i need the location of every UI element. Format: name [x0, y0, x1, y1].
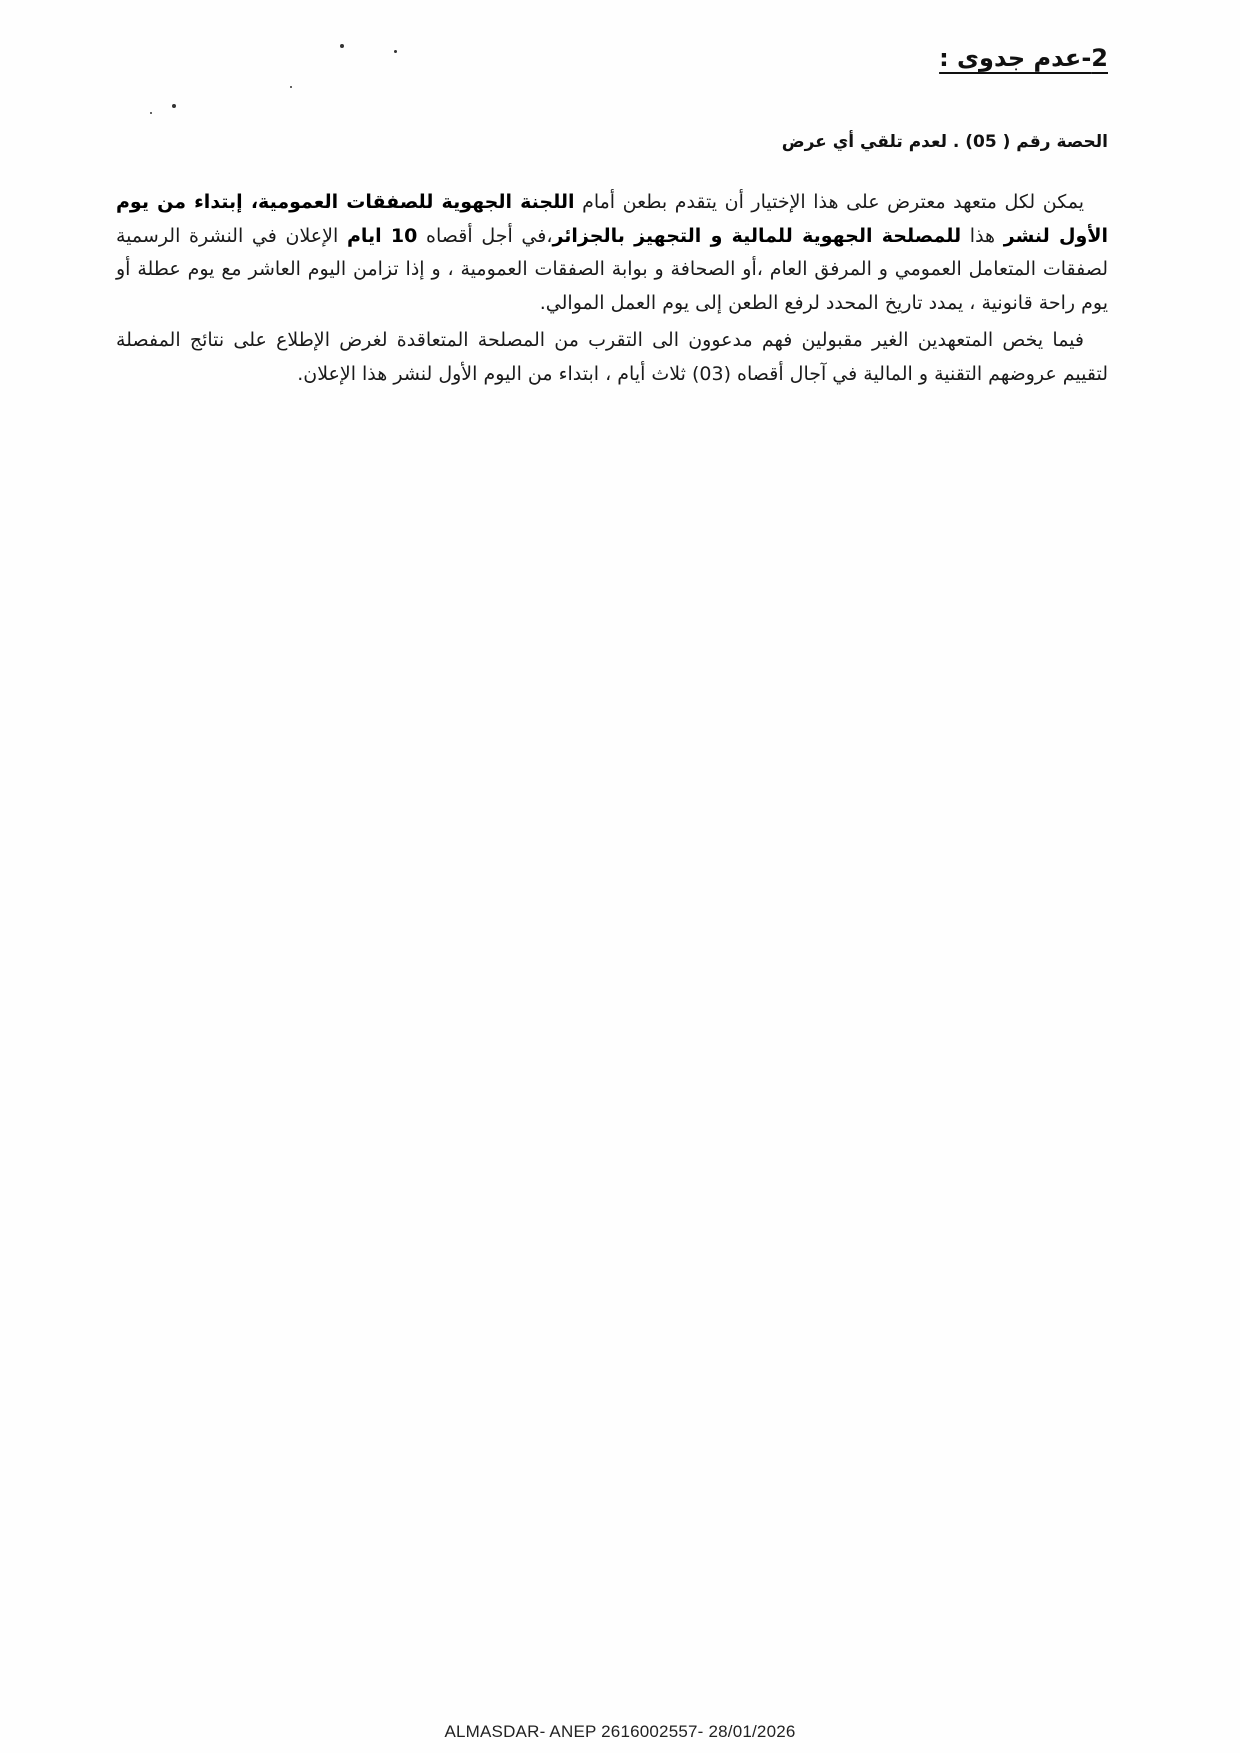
appeal-paragraph	[116, 186, 1108, 320]
scan-speck	[290, 86, 292, 88]
appeal-text: يمكن لكل متعهد معترض على هذا الإختيار أن يتقدم بطعن أمام	[574, 191, 1084, 213]
results-paragraph: فيما يخص المتعهدين الغير مقبولين فهم مدعوون الى التقرب من المصلحة المتعاقدة لغرض الإطلاع على نتائج المفصلة لتقييم عروضهم التقنية و المالية في آجال أقصاه (03) ثلاث أيام ، ابتداء من اليوم الأول لنشر هذا الإعلان.	[116, 329, 1108, 385]
scan-speck	[394, 50, 397, 53]
section-heading: 2-عدم جدوى :	[939, 44, 1108, 72]
appeal-text: ،في أجل أقصاه	[417, 224, 553, 247]
appeal-deadline: 10 ايام	[346, 224, 418, 247]
body-text	[116, 186, 1108, 395]
scan-speck	[150, 112, 152, 114]
appeal-committee: اللجنة الجهوية للصفقات العمومية، إبتداء من يوم الأول لنشر	[116, 191, 1109, 247]
lot-line: الحصة رقم ( 05) . لعدم تلقي أي عرض	[781, 132, 1108, 152]
appeal-text: هذا	[961, 224, 1004, 247]
appeal-service: للمصلحة الجهوية للمالية و التجهيز بالجزائر	[552, 224, 962, 247]
appeal-text: الإعلان في النشرة الرسمية لصفقات المتعامل العمومي و المرفق العام ،أو الصحافة و بوابة الصفقات العمومية ، و إذا تزامن اليوم العاشر مع يوم عطلة أو يوم راحة قانونية ، يمدد تاريخ المحدد لرفع الطعن إلى يوم العمل الموالي.	[116, 224, 1108, 314]
scan-speck	[172, 104, 176, 108]
footer-reference: ALMASDAR- ANEP 2616002557- 28/01/2026	[444, 1722, 796, 1741]
scan-speck	[340, 44, 344, 48]
